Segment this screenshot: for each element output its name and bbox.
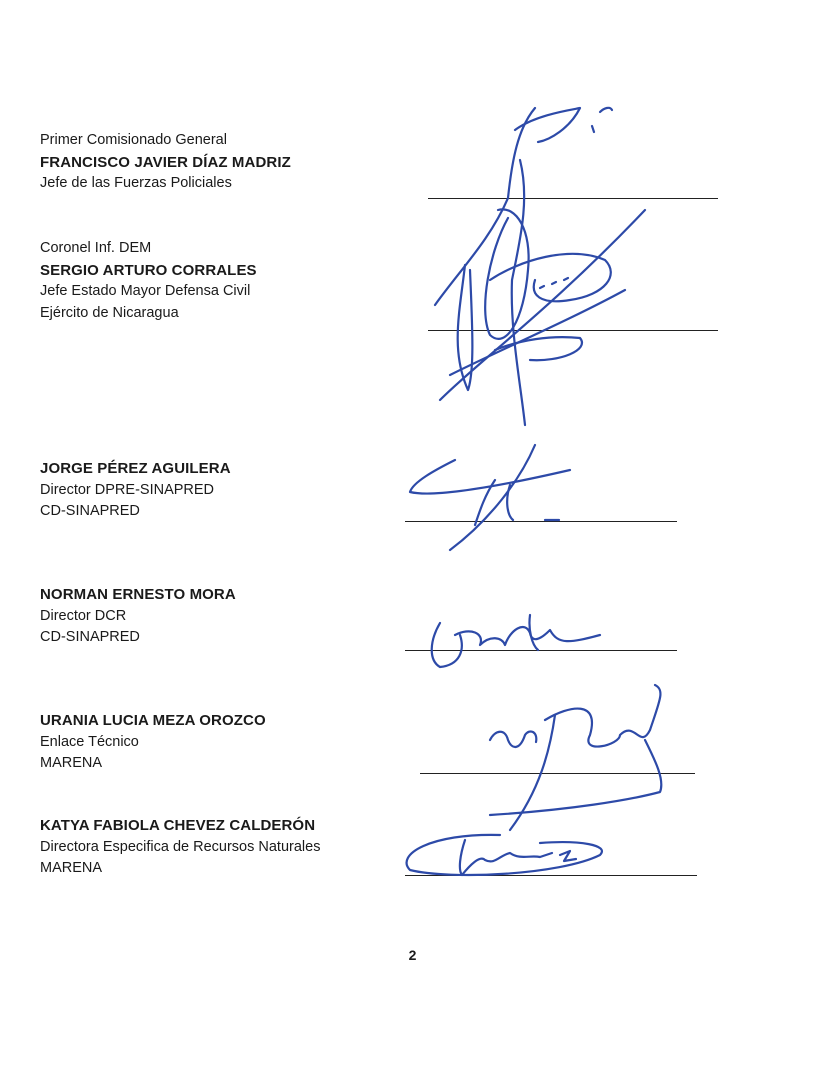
signatory-name: URANIA LUCIA MEZA OROZCO (40, 712, 266, 729)
signatory-role: Directora Especifica de Recursos Naturales (40, 838, 321, 855)
signatory-name: JORGE PÉREZ AGUILERA (40, 460, 231, 477)
signatory-block-3 (40, 458, 231, 523)
signatory-title: Coronel Inf. DEM (40, 240, 152, 256)
signatory-role: Jefe Estado Mayor Defensa Civil (40, 283, 251, 299)
signatory-block-4 (40, 584, 236, 649)
signatory-name: SERGIO ARTURO CORRALES (40, 261, 257, 279)
signatory-name: FRANCISCO JAVIER DÍAZ MADRIZ (40, 153, 291, 171)
signatory-org: MARENA (40, 860, 103, 876)
signatory-name: NORMAN ERNESTO MORA (40, 586, 236, 603)
signatory-block-2 (40, 238, 257, 324)
page-number: 2 (408, 947, 417, 963)
signatory-block-6 (40, 815, 320, 880)
signatory-role: Director DCR (40, 607, 127, 624)
signatory-org: CD-SINAPRED (40, 503, 140, 519)
signature-3-graphic (395, 440, 595, 555)
signatory-block-5 (40, 710, 266, 775)
signature-5-graphic (470, 680, 670, 840)
signature-6-graphic (370, 825, 630, 885)
signatory-title: Primer Comisionado General (40, 132, 227, 148)
signatory-role: Enlace Técnico (40, 733, 139, 750)
signatory-block-1 (40, 130, 291, 195)
signatory-role: Jefe de las Fuerzas Policiales (40, 175, 232, 191)
signatory-role: Director DPRE-SINAPRED (40, 481, 215, 498)
signature-4-graphic (410, 605, 610, 675)
signatory-name: KATYA FABIOLA CHEVEZ CALDERÓN (40, 817, 316, 834)
signatory-org: MARENA (40, 755, 103, 771)
signature-2-graphic (420, 200, 670, 430)
signatory-org: CD-SINAPRED (40, 629, 140, 645)
signatory-org: Ejército de Nicaragua (40, 304, 179, 321)
